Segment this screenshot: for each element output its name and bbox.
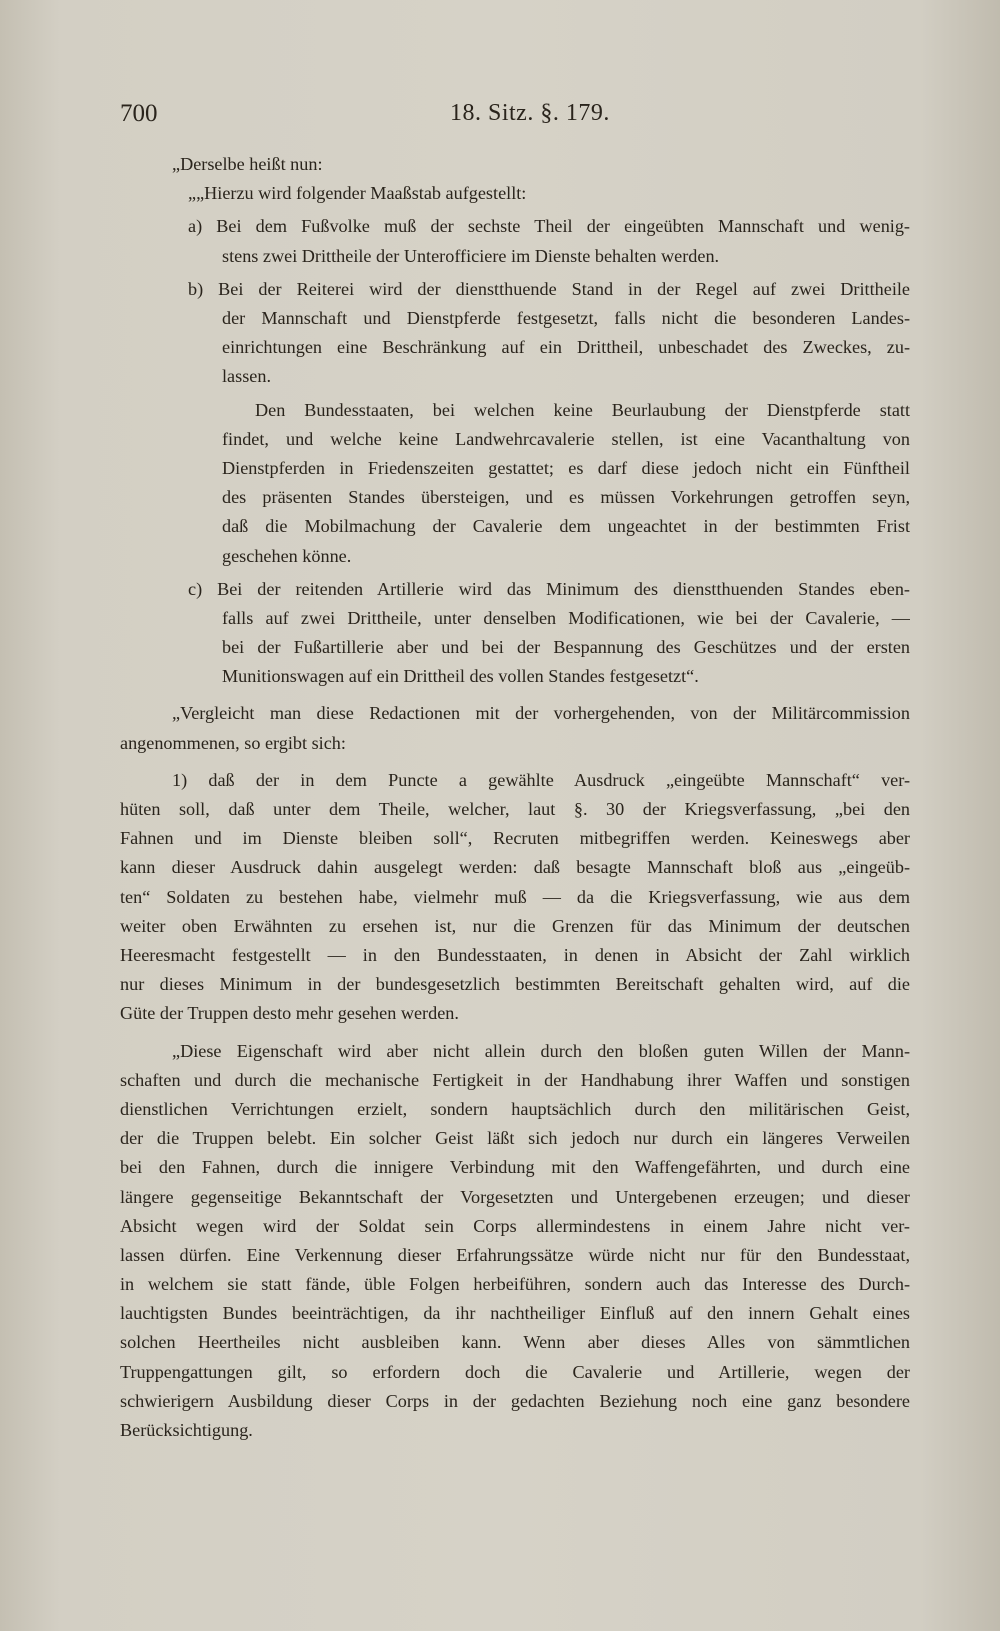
text-line: in welchem sie statt fände, üble Folgen herbeiführen, sondern auch das Interesse des Durch-	[120, 1274, 910, 1295]
text-line: Den Bundesstaaten, bei welchen keine Beurlaubung der Dienstpferde statt	[255, 399, 910, 420]
text-line: einrichtungen eine Beschränkung auf ein Drittheil, unbeschadet des Zweckes, zu-	[222, 337, 910, 358]
text-line: schaften und durch die mechanische Fertigkeit in der Handhabung ihrer Waffen und sonstigen	[120, 1069, 910, 1090]
text-line: kann dieser Ausdruck dahin ausgelegt werden: daß besagte Mannschaft bloß aus „eingeüb-	[120, 857, 910, 878]
text-line: Dienstpferden in Friedenszeiten gestattet; es darf diese jedoch nicht ein Fünftheil	[222, 457, 910, 478]
text-line: Munitionswagen auf ein Drittheil des vollen Standes festgesetzt“.	[222, 666, 699, 687]
text-line: lassen.	[222, 366, 271, 387]
text-line: solchen Heertheiles nicht ausbleiben kann. Wenn aber dieses Alles von sämmtlichen	[120, 1332, 910, 1353]
text-line: c) Bei der reitenden Artillerie wird das Minimum des dienstthuenden Standes eben-	[188, 578, 910, 599]
text-line: falls auf zwei Drittheile, unter denselben Modificationen, wie bei der Cavalerie, —	[222, 607, 910, 628]
text-line: angenommenen, so ergibt sich:	[120, 732, 346, 753]
text-line: a) Bei dem Fußvolke muß der sechste Theil der eingeübten Mannschaft und wenig-	[188, 216, 910, 237]
page-number: 700	[120, 100, 158, 127]
text-line: findet, und welche keine Landwehrcavalerie stellen, ist eine Vacanthaltung von	[222, 428, 910, 449]
page-body	[120, 150, 910, 1445]
text-line: des präsenten Standes übersteigen, und es müssen Vorkehrungen getroffen seyn,	[222, 487, 910, 508]
text-line: „Derselbe heißt nun:	[172, 154, 323, 174]
text-line: bei den Fahnen, durch die innigere Verbindung mit den Waffengefährten, und durch eine	[120, 1157, 910, 1178]
text-line: der die Truppen belebt. Ein solcher Geist läßt sich jedoch nur durch ein längeres Verweilen	[120, 1128, 910, 1149]
text-line: dienstlichen Verrichtungen erzielt, sondern hauptsächlich durch den militärischen Geist,	[120, 1098, 910, 1119]
text-line: 1) daß der in dem Puncte a gewählte Ausdruck „eingeübte Mannschaft“ ver-	[172, 769, 910, 790]
text-line: weiter oben Erwähnten zu ersehen ist, nur die Grenzen für das Minimum der deutschen	[120, 915, 910, 936]
text-line: hüten soll, daß unter dem Theile, welcher, laut §. 30 der Kriegsverfassung, „bei den	[120, 799, 910, 820]
text-line: ten“ Soldaten zu bestehen habe, vielmehr muß — da die Kriegsverfassung, wie aus dem	[120, 886, 910, 907]
text-line: lauchtigsten Bundes beeinträchtigen, da ihr nachtheiliger Einfluß auf den innern Gehalt eines	[120, 1303, 910, 1324]
text-line: b) Bei der Reiterei wird der dienstthuende Stand in der Regel auf zwei Drittheile	[188, 278, 910, 299]
text-line: Truppengattungen gilt, so erfordern doch die Cavalerie und Artillerie, wegen der	[120, 1361, 910, 1382]
text-line: längere gegenseitige Bekanntschaft der Vorgesetzten und Untergebenen erzeugen; und dieser	[120, 1186, 910, 1207]
text-line: stens zwei Drittheile der Unterofficiere im Dienste behalten werden.	[222, 245, 720, 266]
text-line: Fahnen und im Dienste bleiben soll“, Recruten mitbegriffen werden. Keineswegs aber	[120, 828, 910, 849]
text-line: daß die Mobilmachung der Cavalerie dem ungeachtet in der bestimmten Frist	[222, 516, 910, 537]
text-line: „Diese Eigenschaft wird aber nicht allein durch den bloßen guten Willen der Mann-	[172, 1040, 910, 1061]
text-line: schwierigern Ausbildung dieser Corps in der gedachten Beziehung noch eine ganz besondere	[120, 1390, 910, 1411]
text-line: Heeresmacht festgestellt — in den Bundesstaaten, in denen in Absicht der Zahl wirklich	[120, 944, 910, 965]
running-head: 18. Sitz. §. 179.	[450, 100, 610, 126]
text-line: Berücksichtigung.	[120, 1420, 253, 1440]
text-line: „Vergleicht man diese Redactionen mit der vorhergehenden, von der Militärcommission	[172, 703, 910, 724]
text-line: Absicht wegen wird der Soldat sein Corps allermindestens in einem Jahre nicht ver-	[120, 1215, 910, 1236]
text-line: „„Hierzu wird folgender Maaßstab aufgestellt:	[188, 183, 527, 204]
text-line: nur dieses Minimum in der bundesgesetzlich bestimmten Bereitschaft gehalten wird, auf die	[120, 974, 910, 995]
text-line: lassen dürfen. Eine Verkennung dieser Erfahrungssätze würde nicht nur für den Bundesstaat,	[120, 1244, 910, 1265]
text-line: bei der Fußartillerie aber und bei der Bespannung des Geschützes und der ersten	[222, 637, 910, 658]
text-line: Güte der Truppen desto mehr gesehen werden.	[120, 1003, 459, 1024]
text-line: der Mannschaft und Dienstpferde festgesetzt, falls nicht die besonderen Landes-	[222, 307, 910, 328]
page-header	[120, 100, 880, 140]
text-line: geschehen könne.	[222, 545, 352, 566]
